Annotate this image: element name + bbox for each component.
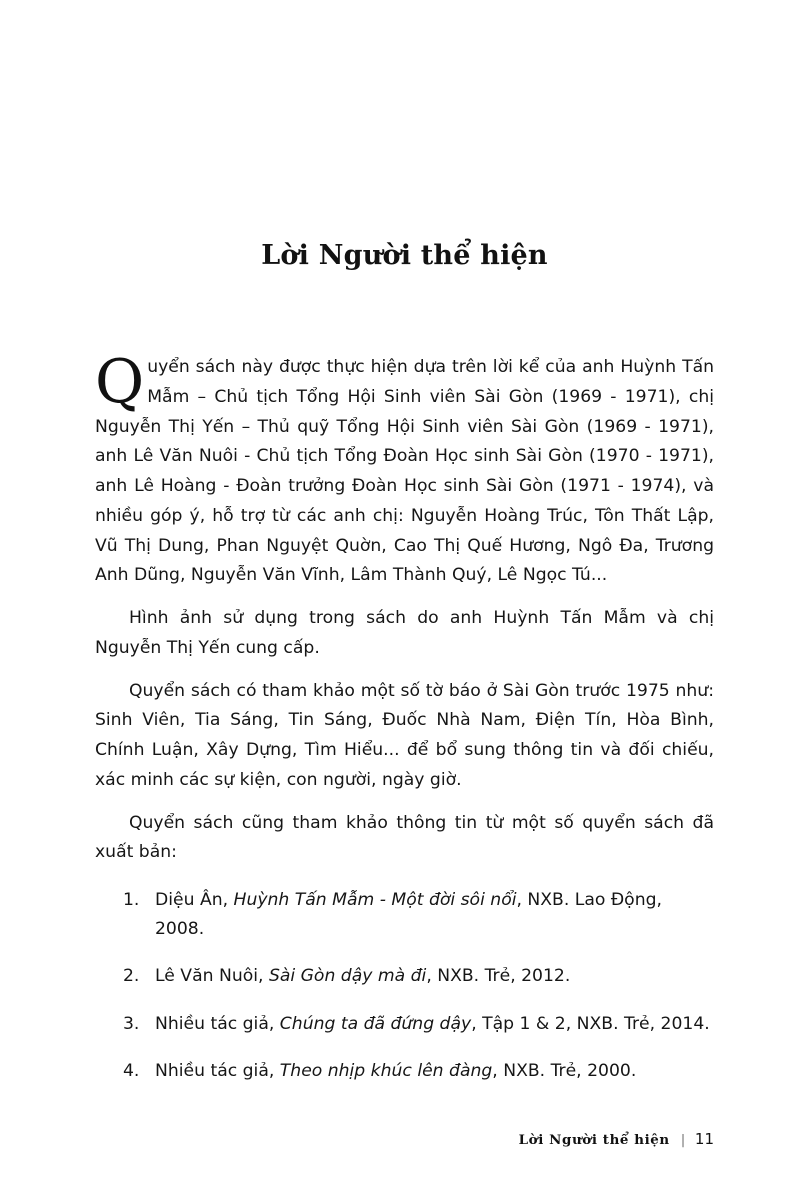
paragraph-1 (95, 347, 714, 591)
list-item-author: Diệu Ân, (155, 890, 234, 910)
list-item-author: Nhiều tác giả, (155, 1013, 280, 1034)
page-number: 11 (694, 1130, 714, 1148)
body-content (95, 347, 714, 1086)
list-item-number: 1. (123, 890, 140, 910)
running-head: Lời Người thể hiện (518, 1132, 670, 1148)
page-footer (0, 1130, 714, 1148)
list-item-number: 3. (123, 1013, 140, 1034)
list-item-title: Huỳnh Tấn Mẫm - Một đời sôi nổi (233, 890, 517, 910)
footer-separator: | (680, 1133, 686, 1148)
drop-cap: Q (95, 347, 145, 417)
reference-list (95, 886, 714, 1086)
paragraph-4: Quyển sách cũng tham khảo thông tin từ một số quyển sách đã xuất bản: (95, 812, 714, 863)
list-item-publisher: , NXB. Lao Động, 2008. (155, 890, 662, 940)
list-item-publisher: , Tập 1 & 2, NXB. Trẻ, 2014. (471, 1013, 710, 1034)
paragraph-2: Hình ảnh sử dụng trong sách do anh Huỳnh Tấn Mẫm và chị Nguyễn Thị Yến cung cấp. (95, 608, 714, 658)
list-item-title: Sài Gòn dậy mà đi (268, 966, 427, 987)
list-item (95, 1057, 714, 1086)
paragraph-3: Quyển sách có tham khảo một số tờ báo ở Sài Gòn trước 1975 như: Sinh Viên, Tia Sáng, Tin Sáng, Đuốc Nhà Nam, Điện Tín, Hòa Bình, Chính Luận, Xây Dựng, Tìm Hiểu... để bổ sung thông tin và đối chiếu, xác minh các sự kiện, con người, ngày giờ. (95, 680, 714, 790)
list-item-title: Theo nhịp khúc lên đàng (279, 1060, 493, 1081)
list-item-number: 4. (123, 1060, 140, 1081)
list-item (95, 1010, 714, 1039)
list-item-author: Lê Văn Nuôi, (155, 966, 269, 987)
list-item-author: Nhiều tác giả, (155, 1060, 280, 1081)
list-item-publisher: , NXB. Trẻ, 2000. (492, 1060, 637, 1081)
list-item-number: 2. (123, 966, 140, 987)
list-item-publisher: , NXB. Trẻ, 2012. (426, 966, 571, 987)
list-item-title: Chúng ta đã đứng dậy (279, 1013, 472, 1034)
list-item (95, 886, 714, 944)
page-title: Lời Người thể hiện (261, 240, 548, 271)
list-item (95, 962, 714, 991)
paragraph-1-text: uyển sách này được thực hiện dựa trên lời kể của anh Huỳnh Tấn Mẫm – Chủ tịch Tổng Hội Sinh viên Sài Gòn (1969 - 1971), chị Nguyễn Thị Yến – Thủ quỹ Tổng Hội Sinh viên Sài Gòn (1969 - 1971), anh Lê Văn Nuôi - Chủ tịch Tổng Đoàn Học sinh Sài Gòn (1970 - 1971), anh Lê Hoàng - Đoàn trưởng Đoàn Học sinh Sài Gòn (1971 - 1974), và nhiều góp ý, hỗ trợ từ các anh chị: Nguyễn Hoàng Trúc, Tôn Thất Lập, Vũ Thị Dung, Phan Nguyệt Quờn, Cao Thị Quế Hương, Ngô Đa, Trương Anh Dũng, Nguyễn Văn Vĩnh, Lâm Thành Quý, Lê Ngọc Tú... (95, 357, 714, 586)
